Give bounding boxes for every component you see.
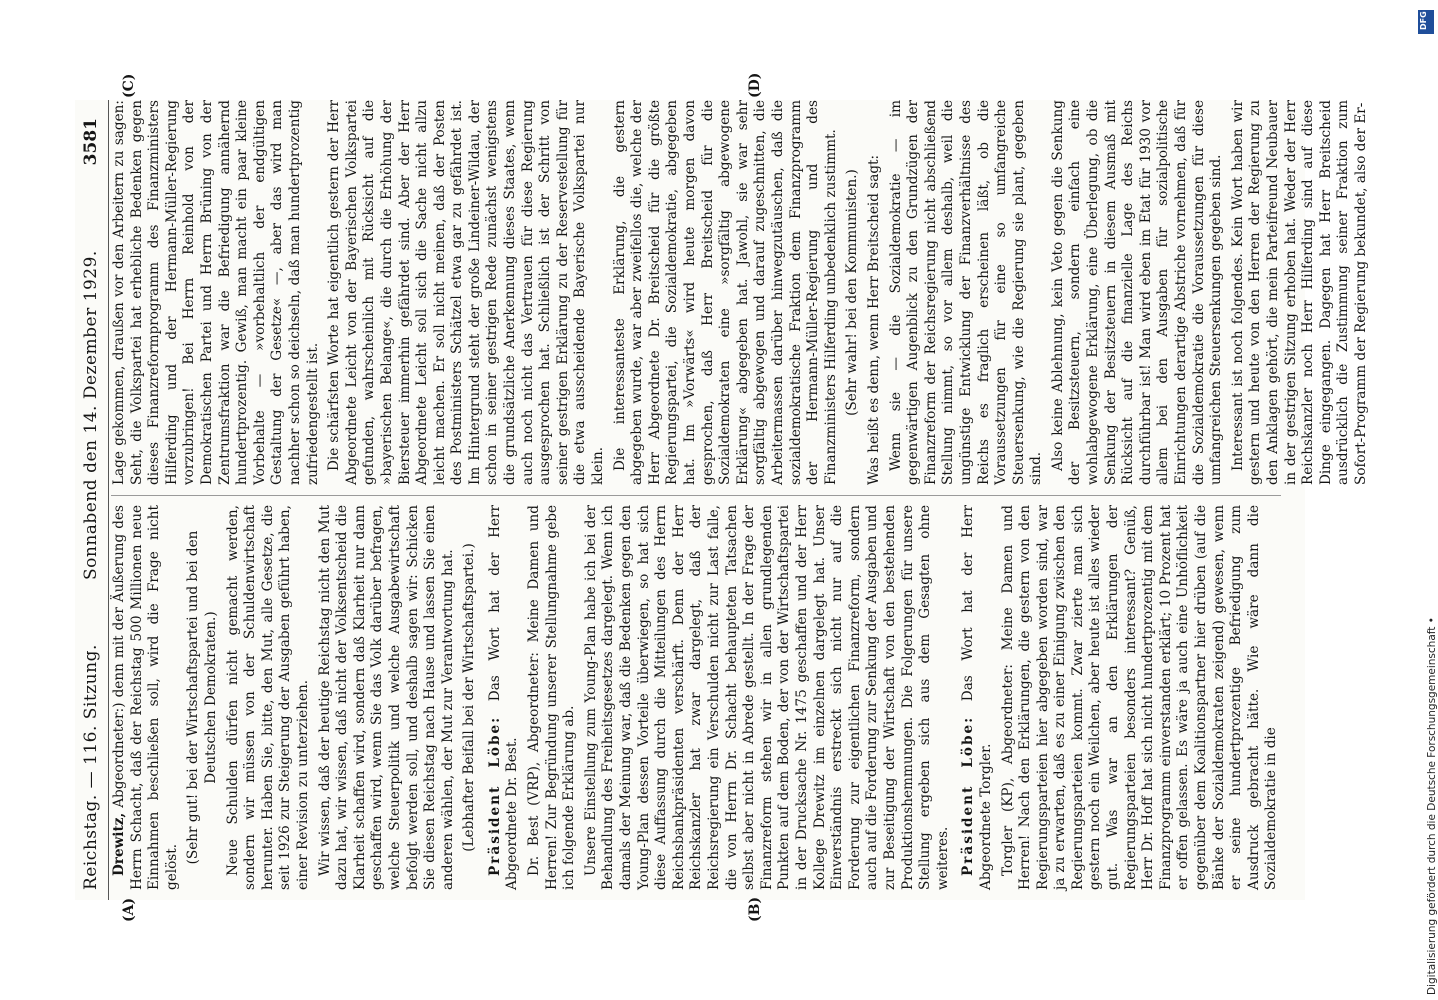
dfg-logo: DFG <box>1418 10 1434 34</box>
paragraph <box>317 505 458 890</box>
margin-mark-b: (B) <box>747 896 763 922</box>
paragraph-text: Torgler (KP), Abgeordneter: Meine Damen und Herren! Nach den Erklärungen, die gestern von den Regierungsparteien hier abgegeben worden sind, war ja zu erwarten, daß es zu einer Einigung zwischen den Regierungsparteien kommt. Zwar zierte man sich gestern noch ein Weilchen, aber heute ist alles wieder gut. Was war an den Erklärungen der Regierungsparteien besonders interessant? Genüß, Herr Dr. Hoff hat sich nicht hundertprozentig mit dem Finanzprogramm einverstanden erklärt; 10 Prozent hat er offen gelassen. Es wäre ja auch eine Unhöflichkeit gegenüber dem Koalitionspartner hier drüben (auf die Bänke der Sozialdemokraten zeigend) gewesen, wenn er seine hundertprozentige Befriedigung zum Ausdruck gebracht hätte. Wie wäre dann die Sozialdemokratie in die <box>999 505 1280 890</box>
paragraph: (Lebhafter Beifall bei der Wirtschaftspartei.) <box>461 543 478 852</box>
paragraph <box>225 505 313 890</box>
paragraph <box>526 505 579 890</box>
paragraph: Lage gekommen, draußen vor den Arbeitern zu sagen: Seht, die Volkspartei hat erhebliche Bedenken gegen dieses Finanzreformprogramm des Finanzministers Hilferding und der Hermann-Müller-Regierung vorzubringen! Bei Herrn Reinhold von der Demokratischen Partei und Herrn Brüning von der Zentrumsfraktion war die Befriedigung annähernd hundertprozentig. Gewiß, man macht ein paar kleine Vorbehalte — »vorbehaltlich der endgültigen Gestaltung der Gesetze« —, aber das wird man nachher schon so deichseln, daß man hundertprozentig zufriedengestellt ist. <box>111 100 321 485</box>
paragraph <box>487 505 522 890</box>
paragraph-text: Interessant ist noch folgendes. Kein Wort haben wir gestern und heute von den Herren der Regierung zu den Anklagen gehört, die mein Parteifreund Neubauer in der gestrigen Sitzung erhoben hat. Weder der Herr Reichskanzler noch Herr Hilferding sind auf diese Dinge eingegangen. Dagegen hat Herr Breitscheid ausdrücklich die Zustimmung seiner Fraktion zum Sofort-Programm der Regierung bekundet, also der Er- <box>1229 100 1369 485</box>
column-divider <box>111 495 1281 496</box>
paragraph-text: Unsere Einstellung zum Young-Plan habe ich bei der Behandlung des Freiheitsgesetzes dargelegt. Wenn ich damals der Meinung war, daß die Bedenken gegen den Young-Plan dessen Vorteile überwiegen, so hat sich diese Auffassung durch die Mitteilungen des Herrn Reichsbankpräsidenten verschärft. Denn der Herr Reichskanzler hat zwar dargelegt, daß der Reichsregierung ein Verschulden nicht zur Last falle, die von Herrn Dr. Schacht behaupteten Tatsachen selbst aber nicht in Abrede gestellt. In der Frage der Finanzreform stehen wir in allen grundlegenden Punkten auf dem Boden, der von der Wirtschaftspartei in der Drucksache Nr. 1475 geschaffen und der Herr Kollege Drewitz im einzelnen dargelegt hat. Unser Einverständnis erstreckt sich nicht nur auf die Forderung zur eigentlichen Finanzreform, sondern auch auf die Forderung zur Senkung der Ausgaben und zur Beseitigung der Wirtschaft von den bestehenden Produktionshemmungen. Die Folgerungen für unsere Stellung ergeben sich aus dem Gesagten ohne weiteres. <box>582 505 951 890</box>
paragraph-text: Also keine Ablehnung, kein Veto gegen die Senkung der Besitzsteuern, sondern einfach eine wohlabgewogene Erklärung, eine Überlegung, ob die Senkung der Besitzsteuern in diesem Ausmaß mit Rücksicht auf die finanzielle Lage des Reichs durchführbar ist! Man wird eben im Etat für 1930 vor allem bei den Ausgaben für sozialpolitische Einrichtungen derartige Abstriche vornehmen, daß für die Sozialdemokratie die Voraussetzungen für diese umfangreichen Steuersenkungen gegeben sind. <box>1049 100 1225 485</box>
margin-mark-d: (D) <box>747 72 763 98</box>
paragraph-text: Wir wissen, daß der heutige Reichstag nicht den Mut dazu hat, wir wissen, daß nicht der Volksentscheid die Klarheit schaffen wird, sondern daß Klarheit nur dann geschaffen wird, wenn Sie das Volk darüber befragen, welche Steuerpolitik und welche Ausgabewirtschaft befolgt werden soll, und deshalb sagen wir: Schicken Sie diesen Reichstag nach Hause und lassen Sie einen anderen wählen, der Mut zur Verantwortung hat. <box>316 505 456 890</box>
paragraph <box>1230 100 1371 485</box>
right-column <box>111 100 1369 485</box>
paragraph-text: Abgeordneter:) denn mit der Äußerung des Herrn Schacht, daß der Reichstag 500 Millionen neue Einnahmen beschließen soll, wird die Frage nicht gelöst. <box>111 505 180 890</box>
paragraph-text: Das Wort hat der Herr Abgeordnete Torgler. <box>960 505 994 890</box>
paragraph-text: Dr. Best (VRP), Abgeordneter: Meine Damen und Herren! Zur Begründung unserer Stellungnahme gebe ich folgende Erklärung ab. <box>526 505 578 890</box>
page-header <box>75 100 109 900</box>
header-rule <box>108 100 109 900</box>
speaker-name: Drewitz, <box>111 812 127 876</box>
left-column <box>111 505 1291 890</box>
paragraph <box>960 505 995 890</box>
header-left: Reichstag. — 116. Sitzung. <box>81 644 101 890</box>
paragraph: (Sehr gut! bei der Wirtschaftspartei und bei den Deutschen Demokraten.) <box>185 530 219 865</box>
digitization-credit: Digitalisierung gefördert durch die Deutsche Forschungsgemeinschaft • <box>1426 617 1438 995</box>
paragraph-text: Neue Schulden dürfen nicht gemacht werden, sondern wir müssen von der Schuldenwirtschaft herunter. Haben Sie, bitte, den Mut, alle Gesetze, die seit 1926 zur Steigerung der Ausgaben geführt haben, einer Revision zu unterziehen. <box>224 505 311 890</box>
paragraph-text: Wenn sie — die Sozialdemokratie — im gegenwärtigen Augenblick zu den Grundzügen der Finanzreform der Reichsregierung nicht abschließend Stellung nimmt, so vor allem deshalb, weil die ungünstige Entwicklung der Finanzverhältnisse des Reichs es fraglich erscheinen läßt, ob die Voraussetzungen für eine so umfangreiche Steuersenkung, wie die Regierung sie plant, gegeben sind. <box>887 100 1045 485</box>
page-number: 3581 <box>81 118 101 166</box>
paragraph-text: Die schärfsten Worte hat eigentlich gestern der Herr Abgeordnete Leicht von der Bayerischen Volkspartei gefunden, wahrscheinlich mit Rücksicht auf die »bayerischen Belange«, die durch die Erhöhung der Biersteuer immerhin gefährdet sind. Aber der Herr Abgeordnete Leicht soll sich die Sache nicht allzu leicht machen. Er soll nicht meinen, daß der Posten des Postministers Schätzel etwa gar zu gefährdet ist. Im Hintergrund steht der große Lindeiner-Wildau, der schon in seiner gestrigen Rede zunächst wenigstens die grundsätzliche Anerkennung dieses Staates, wenn auch noch nicht das Vertrauen für diese Regierung ausgesprochen hat. Schließlich ist der Schritt von seiner gestrigen Erklärung zu der Reservestellung für die etwa ausscheidende Bayerische Volkspartei nur klein. <box>326 100 607 485</box>
document-page <box>75 72 1369 922</box>
paragraph <box>888 100 1046 485</box>
paragraph <box>612 100 841 485</box>
speaker-name: Präsident Löbe: <box>960 715 977 876</box>
paragraph: Was heißt es denn, wenn Herr Breitscheid sagt: <box>865 154 882 485</box>
paragraph-text: Die interessanteste Erklärung, die gestern abgegeben wurde, war aber zweifellos die, welche der Herr Abgeordnete Dr. Breitscheid für die größte Regierungspartei, die Sozialdemokratie, abgegeben hat. Im »Vorwärts« wird heute morgen davon gesprochen, daß Herr Breitscheid für die Sozialdemokraten eine »sorgfältig abgewogene Erklärung« abgegeben hat. Jawohl, sie war sehr sorgfältig abgewogen und darauf zugeschnitten, die Arbeitermassen darüber hinwegzutäuschen, daß die sozialdemokratische Fraktion dem Finanzprogramm der Hermann-Müller-Regierung und des Finanzministers Hilferding unbedenklich zustimmt. <box>611 100 839 485</box>
header-date: Sonnabend den 14. Dezember 1929. <box>81 250 101 580</box>
paragraph <box>1050 100 1226 485</box>
paragraph <box>111 505 181 890</box>
margin-mark-c: (C) <box>121 73 137 98</box>
speaker-name: Präsident Löbe: <box>486 715 503 876</box>
paragraph <box>1000 505 1282 890</box>
margin-mark-a: (A) <box>121 897 137 922</box>
paragraph: (Sehr wahr! bei den Kommunisten.) <box>844 169 861 416</box>
paragraph <box>326 100 608 485</box>
paragraph-text: Das Wort hat der Herr Abgeordnete Dr. Best. <box>486 505 521 890</box>
paragraph <box>583 505 952 890</box>
